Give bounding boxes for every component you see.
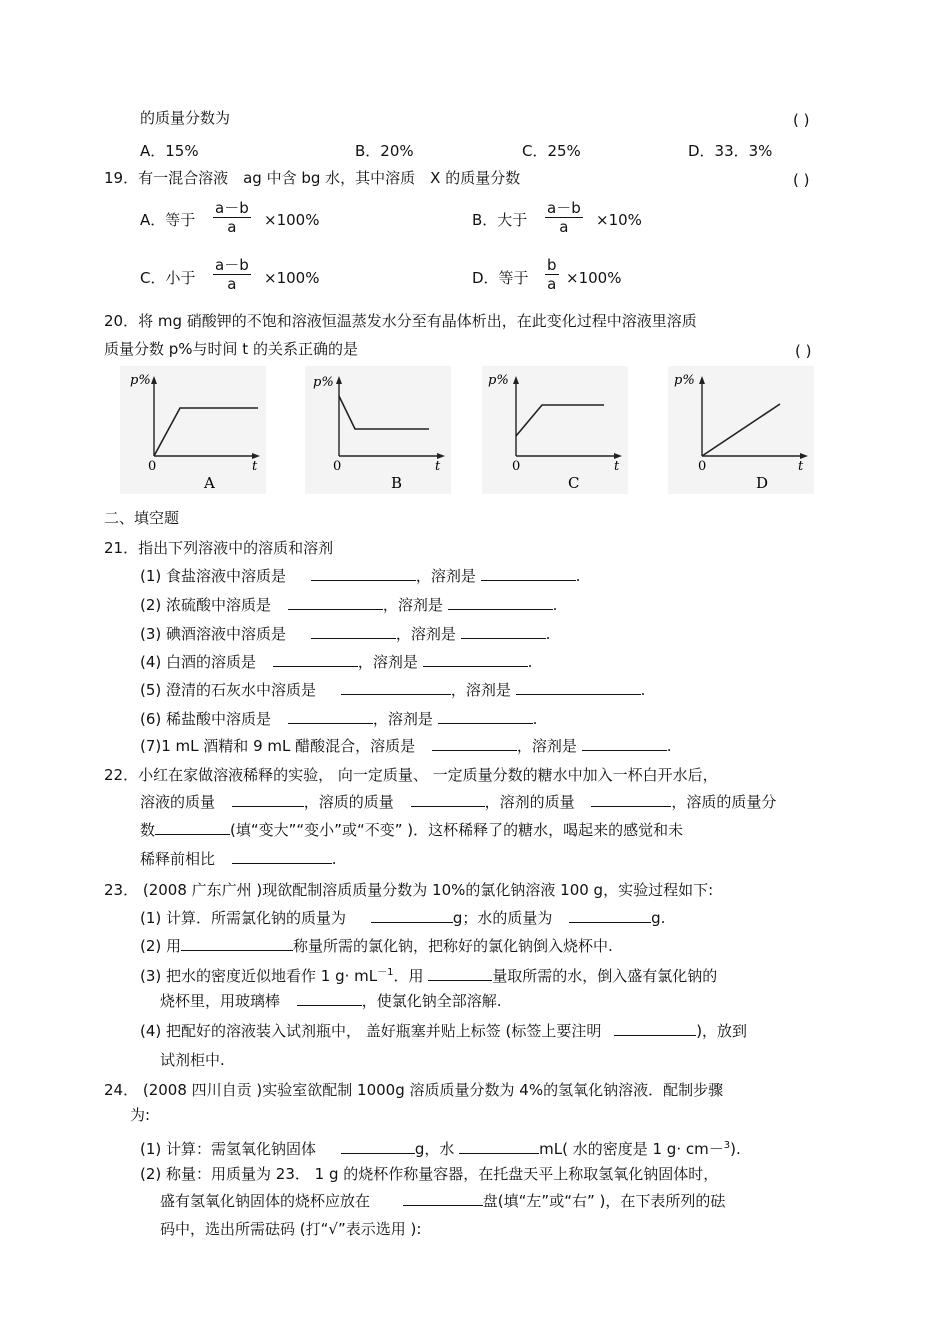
line-text: 溶液的质量 (140, 793, 216, 811)
graph-caption: C (568, 474, 580, 492)
answer-blank[interactable] (461, 624, 546, 639)
q20-answer-paren: ( ) (795, 342, 812, 360)
q19-option-c-fraction (213, 256, 251, 293)
line-text: )，放到 (696, 1022, 748, 1040)
q20-stem-line1: 20．将 mg 硝酸钾的不饱和溶液恒温蒸发水分至有晶体析出，在此变化过程中溶液里溶质 (104, 312, 697, 330)
origin-label: 0 (698, 459, 707, 474)
q24-part2-cont2: 码中，选出所需砝码 (打“√”表示选用 ): (160, 1220, 422, 1238)
line-text: ．用 (393, 967, 424, 985)
q19-option-b-suffix: ×10% (596, 211, 642, 229)
q23-part2 (140, 936, 613, 956)
answer-blank[interactable] (614, 1021, 696, 1036)
q24-line1: 24． (2008 四川自贡 )实验室欲配制 1000g 溶质质量分数为 4%的氢氧化钠溶液．配制步骤 (104, 1081, 724, 1099)
y-label: p% (130, 373, 151, 388)
q19-option-b-fraction (545, 199, 583, 236)
item-text: . (552, 596, 558, 614)
item-text: ，溶剂是 (516, 737, 577, 755)
answer-blank[interactable] (232, 849, 332, 864)
origin-label: 0 (148, 459, 157, 474)
answer-blank[interactable] (297, 991, 362, 1006)
item-text: ，溶剂是 (357, 653, 418, 671)
item-text: ，溶剂是 (395, 625, 456, 643)
y-axis-arrow (513, 376, 519, 384)
q24-part1 (140, 1136, 741, 1159)
q18-answer-paren: ( ) (793, 111, 810, 129)
q19-option-a-fraction (213, 199, 251, 236)
q18-option-c: C．25% (522, 142, 581, 160)
q21-item-3 (140, 624, 550, 644)
line-text: g，水 (414, 1140, 455, 1158)
q23-part1 (140, 908, 665, 928)
answer-blank[interactable] (582, 736, 667, 751)
answer-blank[interactable] (341, 680, 451, 695)
q21-item-5 (140, 680, 645, 700)
item-text: ，溶剂是 (382, 596, 443, 614)
q21-item-4 (140, 652, 532, 672)
answer-blank[interactable] (273, 652, 358, 667)
q18-option-a: A．15% (140, 142, 199, 160)
fraction-numerator: a－b (215, 256, 249, 274)
line-text: 盘(填“左”或“右” )，在下表所列的砝 (482, 1192, 726, 1210)
line-text: (2) 用 (140, 937, 182, 955)
answer-blank[interactable] (438, 709, 533, 724)
line-text: ，使氯化钠全部溶解. (361, 992, 502, 1010)
y-axis-arrow (151, 376, 157, 384)
line-text: (填“变大”“变小”或“不变” )．这杯稀释了的糖水，喝起来的感觉和未 (230, 821, 684, 839)
superscript: 3 (723, 1140, 731, 1151)
y-label: p% (313, 375, 334, 390)
q23-part4-cont: 试剂柜中. (160, 1051, 225, 1069)
q20-stem-line2: 质量分数 p%与时间 t 的关系正确的是 (104, 340, 358, 358)
x-label: t (252, 459, 258, 474)
item-text: (6) 稀盐酸中溶质是 (140, 710, 272, 728)
superscript: －1 (377, 967, 394, 978)
answer-blank[interactable] (288, 595, 383, 610)
section-heading: 二、填空题 (104, 509, 180, 527)
curve (154, 408, 258, 456)
fraction-denominator: a (559, 218, 569, 236)
fraction-numerator: b (547, 256, 557, 274)
answer-blank[interactable] (569, 908, 651, 923)
q21-item-1 (140, 566, 580, 586)
fraction-denominator: a (547, 275, 557, 293)
q19-option-b-label: B．大于 (472, 211, 528, 229)
line-text: 稀释前相比 (140, 850, 216, 868)
q20-graph-c (482, 366, 628, 494)
item-text: (4) 白酒的溶质是 (140, 653, 257, 671)
fraction-denominator: a (227, 275, 237, 293)
q18-option-b: B．20% (355, 142, 414, 160)
q19-option-d-fraction (545, 256, 559, 293)
item-text: ，溶剂是 (415, 567, 476, 585)
item-text: . (640, 681, 646, 699)
item-text: (1) 食盐溶液中溶质是 (140, 567, 287, 585)
q23-line1: 23． (2008 广东广州 )现欲配制溶质质量分数为 10%的氯化钠溶液 100 g，实验过程如下: (104, 881, 714, 899)
line-text: 烧杯里，用玻璃棒 (160, 992, 281, 1010)
answer-blank[interactable] (411, 792, 485, 807)
x-label: t (435, 459, 441, 474)
fraction-numerator: a－b (547, 199, 581, 217)
q19-option-d-label: D．等于 (472, 269, 529, 287)
q20-graph-b (305, 366, 451, 494)
line-text: 盛有氢氧化钠固体的烧杯应放在 (160, 1192, 371, 1210)
answer-blank[interactable] (459, 1139, 539, 1154)
line-text: g；水的质量为 (452, 909, 553, 927)
answer-blank[interactable] (428, 966, 492, 981)
answer-blank[interactable] (181, 936, 293, 951)
q20-graph-a (120, 366, 266, 494)
q22-line2 (140, 792, 776, 812)
q20-graph-d (668, 366, 814, 494)
item-text: (5) 澄清的石灰水中溶质是 (140, 681, 317, 699)
item-text: (3) 碘酒溶液中溶质是 (140, 625, 287, 643)
q23-part3 (140, 963, 717, 986)
item-text: ，溶剂是 (450, 681, 511, 699)
q23-part3-cont (160, 991, 502, 1011)
line-text: . (331, 850, 337, 868)
answer-blank[interactable] (516, 680, 641, 695)
line-text: 量取所需的水，倒入盛有氯化钠的 (492, 967, 718, 985)
line-text: g. (651, 909, 666, 927)
line-text: ，溶剂的质量 (484, 793, 575, 811)
q18-stem-tail: 的质量分数为 (140, 109, 231, 127)
answer-blank[interactable] (423, 652, 528, 667)
q24-part2: (2) 称量：用质量为 23． 1 g 的烧杯作称量容器，在托盘天平上称取氢氧化钠固体时， (140, 1165, 719, 1183)
q19-option-d-suffix: ×100% (566, 269, 622, 287)
item-text: . (545, 625, 551, 643)
line-text: 称量所需的氯化钠，把称好的氯化钠倒入烧杯中. (293, 937, 613, 955)
q22-line4 (140, 849, 337, 869)
y-label: p% (488, 373, 509, 388)
item-text: . (527, 653, 533, 671)
q22-line1: 22．小红在家做溶液稀释的实验， 向一定质量、 一定质量分数的糖水中加入一杯白开水后， (104, 766, 718, 784)
origin-label: 0 (512, 459, 521, 474)
line-text: ，溶质的质量分 (671, 793, 777, 811)
answer-blank[interactable] (403, 1191, 483, 1206)
line-text: (4) 把配好的溶液装入试剂瓶中， 盖好瓶塞并贴上标签 (标签上要注明 (140, 1022, 602, 1040)
q21-item-2 (140, 595, 557, 615)
q18-option-d: D．33．3% (688, 142, 773, 160)
answer-blank[interactable] (311, 566, 416, 581)
curve (516, 405, 604, 436)
answer-blank[interactable] (591, 792, 671, 807)
item-text: . (575, 567, 581, 585)
answer-blank[interactable] (311, 624, 396, 639)
answer-blank[interactable] (155, 820, 230, 835)
q21-stem: 21．指出下列溶液中的溶质和溶剂 (104, 539, 334, 557)
x-label: t (798, 459, 804, 474)
item-text: (2) 浓硫酸中溶质是 (140, 596, 272, 614)
item-text: . (532, 710, 538, 728)
curve (339, 396, 429, 429)
line-text: 数 (140, 821, 156, 839)
item-text: (7)1 mL 酒精和 9 mL 醋酸混合，溶质是 (140, 737, 416, 755)
q24-part2-cont (160, 1191, 725, 1211)
q21-item-7 (140, 736, 671, 756)
line-text: (1) 计算．所需氯化钠的质量为 (140, 909, 347, 927)
graph-caption: B (391, 474, 403, 492)
line-text: mL( 水的密度是 1 g· cm－ (539, 1140, 724, 1158)
answer-blank[interactable] (288, 709, 373, 724)
q24-line2: 为: (130, 1106, 151, 1124)
q19-option-a-label: A．等于 (140, 211, 196, 229)
answer-blank[interactable] (481, 566, 576, 581)
curve (702, 404, 780, 456)
line-text: ，溶质的质量 (303, 793, 394, 811)
fraction-denominator: a (227, 218, 237, 236)
origin-label: 0 (333, 459, 342, 474)
q19-option-c-suffix: ×100% (264, 269, 320, 287)
answer-blank[interactable] (232, 792, 304, 807)
item-text: . (666, 737, 672, 755)
q19-option-c-label: C．小于 (140, 269, 196, 287)
item-text: ，溶剂是 (372, 710, 433, 728)
q19-answer-paren: ( ) (793, 171, 810, 189)
answer-blank[interactable] (432, 736, 517, 751)
answer-blank[interactable] (448, 595, 553, 610)
q19-stem: 19．有一混合溶液 ag 中含 bg 水，其中溶质 X 的质量分数 (104, 169, 521, 187)
q22-line3 (140, 820, 683, 840)
fraction-numerator: a－b (215, 199, 249, 217)
q19-option-a-suffix: ×100% (264, 211, 320, 229)
y-axis-arrow (699, 376, 705, 384)
y-axis-arrow (336, 376, 342, 384)
graph-caption: A (204, 474, 215, 492)
graph-caption: D (756, 474, 769, 492)
answer-blank[interactable] (371, 908, 453, 923)
line-text: (1) 计算：需氢氧化钠固体 (140, 1140, 317, 1158)
x-label: t (614, 459, 620, 474)
line-text: (3) 把水的密度近似地看作 1 g· mL (140, 967, 378, 985)
line-text: ). (730, 1140, 741, 1158)
q21-item-6 (140, 709, 537, 729)
y-label: p% (674, 373, 695, 388)
q23-part4 (140, 1021, 747, 1041)
answer-blank[interactable] (341, 1139, 415, 1154)
